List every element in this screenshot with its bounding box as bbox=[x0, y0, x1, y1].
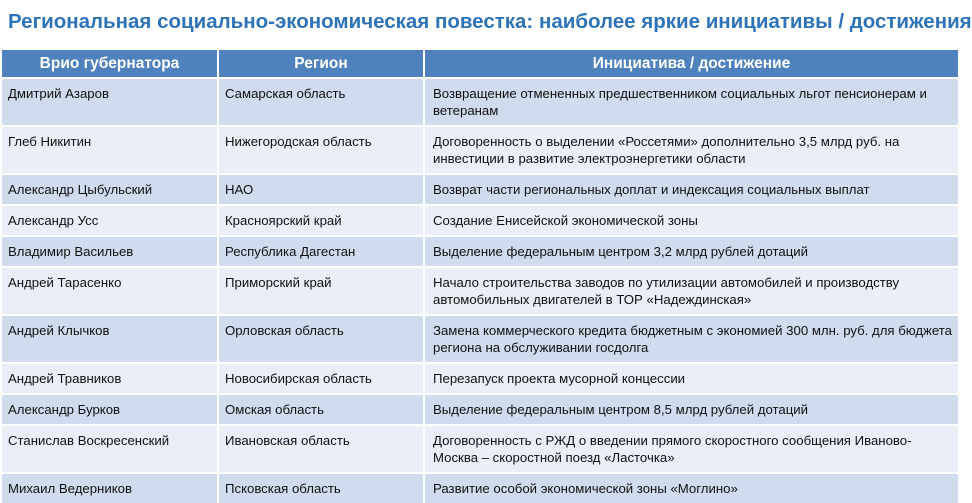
cell-initiative: Замена коммерческого кредита бюджетным с экономией 300 млн. руб. для бюджета региона на обслуживании госдолга bbox=[424, 315, 958, 363]
table-row bbox=[2, 267, 958, 315]
header-governor: Врио губернатора bbox=[2, 50, 218, 78]
cell-governor: Александр Бурков bbox=[2, 394, 218, 425]
cell-initiative: Договоренность о выделении «Россетями» дополнительно 3,5 млрд руб. на инвестиции в развитие электроэнергетики области bbox=[424, 126, 958, 174]
cell-region: Приморский край bbox=[218, 267, 424, 315]
cell-region: Орловская область bbox=[218, 315, 424, 363]
cell-governor: Андрей Клычков bbox=[2, 315, 218, 363]
cell-governor: Глеб Никитин bbox=[2, 126, 218, 174]
table-header-row bbox=[2, 50, 958, 78]
cell-governor: Александр Цыбульский bbox=[2, 174, 218, 205]
cell-governor: Андрей Травников bbox=[2, 363, 218, 394]
header-initiative: Инициатива / достижение bbox=[424, 50, 958, 78]
slide-title: Региональная социально-экономическая повестка: наиболее яркие инициативы / достижения bbox=[8, 10, 972, 33]
cell-region: Новосибирская область bbox=[218, 363, 424, 394]
table-row bbox=[2, 473, 958, 503]
cell-initiative: Выделение федеральным центром 8,5 млрд рублей дотаций bbox=[424, 394, 958, 425]
cell-governor: Александр Усс bbox=[2, 205, 218, 236]
cell-governor: Дмитрий Азаров bbox=[2, 78, 218, 126]
table-row bbox=[2, 363, 958, 394]
header-region: Регион bbox=[218, 50, 424, 78]
cell-governor: Станислав Воскресенский bbox=[2, 425, 218, 473]
table-row bbox=[2, 425, 958, 473]
cell-region: Нижегородская область bbox=[218, 126, 424, 174]
table-row bbox=[2, 236, 958, 267]
initiatives-table bbox=[2, 50, 958, 503]
cell-governor: Владимир Васильев bbox=[2, 236, 218, 267]
cell-region: Самарская область bbox=[218, 78, 424, 126]
cell-region: Красноярский край bbox=[218, 205, 424, 236]
cell-initiative: Выделение федеральным центром 3,2 млрд рублей дотаций bbox=[424, 236, 958, 267]
table-row bbox=[2, 78, 958, 126]
cell-initiative: Перезапуск проекта мусорной концессии bbox=[424, 363, 958, 394]
cell-initiative: Создание Енисейской экономической зоны bbox=[424, 205, 958, 236]
table-row bbox=[2, 174, 958, 205]
cell-region: Ивановская область bbox=[218, 425, 424, 473]
cell-governor: Андрей Тарасенко bbox=[2, 267, 218, 315]
cell-region: Республика Дагестан bbox=[218, 236, 424, 267]
table-row bbox=[2, 126, 958, 174]
cell-initiative: Начало строительства заводов по утилизации автомобилей и производству автомобильных двигателей в ТОР «Надеждинская» bbox=[424, 267, 958, 315]
table-row bbox=[2, 394, 958, 425]
cell-initiative: Возвращение отмененных предшественником социальных льгот пенсионерам и ветеранам bbox=[424, 78, 958, 126]
cell-region: НАО bbox=[218, 174, 424, 205]
cell-governor: Михаил Ведерников bbox=[2, 473, 218, 503]
cell-initiative: Развитие особой экономической зоны «Моглино» bbox=[424, 473, 958, 503]
table-row bbox=[2, 205, 958, 236]
cell-initiative: Договоренность с РЖД о введении прямого скоростного сообщения Иваново-Москва – скоростной поезд «Ласточка» bbox=[424, 425, 958, 473]
cell-initiative: Возврат части региональных доплат и индексация социальных выплат bbox=[424, 174, 958, 205]
cell-region: Псковская область bbox=[218, 473, 424, 503]
table-row bbox=[2, 315, 958, 363]
cell-region: Омская область bbox=[218, 394, 424, 425]
